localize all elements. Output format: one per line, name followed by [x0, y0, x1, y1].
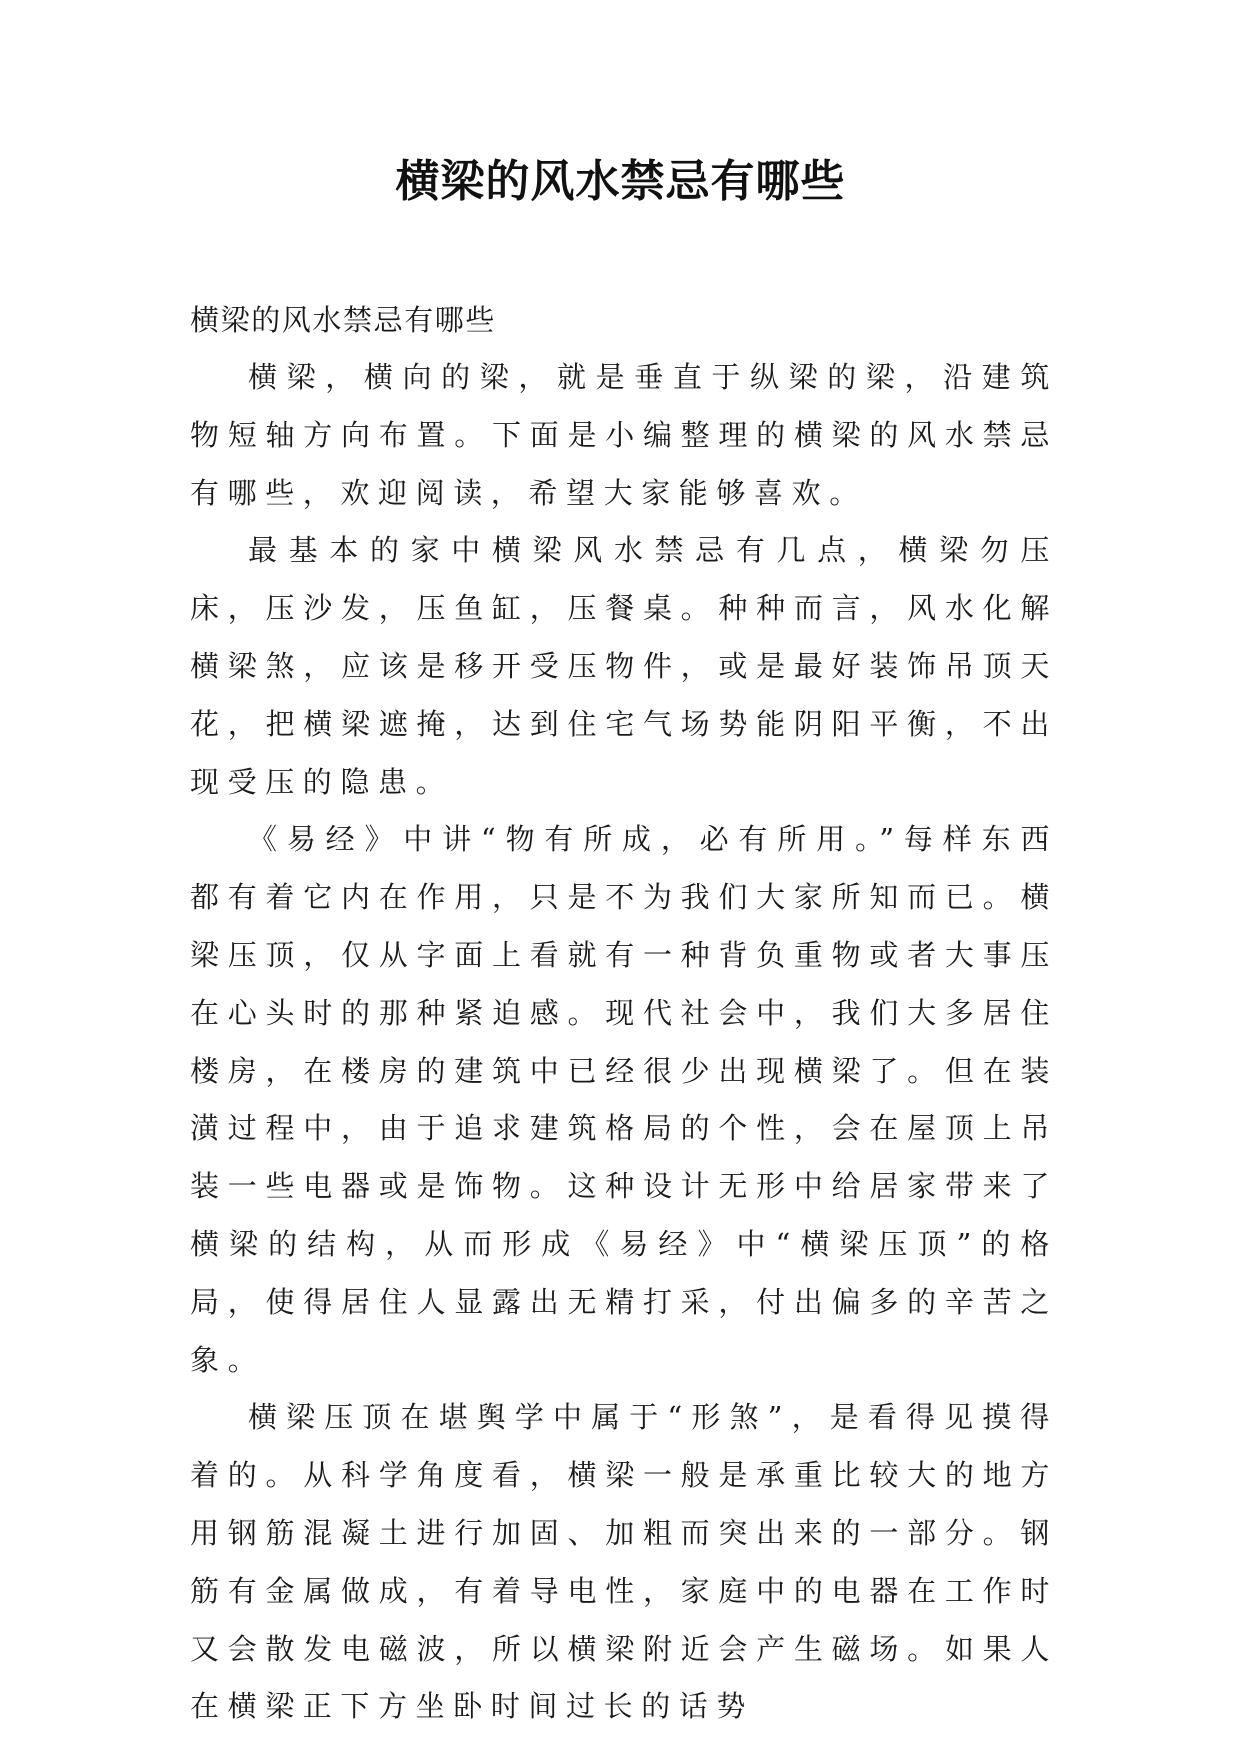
paragraph-1: 横梁，横向的梁，就是垂直于纵梁的梁，沿建筑物短轴方向布置。下面是小编整理的横梁的风水禁忌有哪些，欢迎阅读，希望大家能够喜欢。 — [190, 360, 1058, 510]
document-body — [190, 291, 1058, 1736]
paragraph-4: 横梁压顶在堪舆学中属于“形煞”，是看得见摸得着的。从科学角度看，横梁一般是承重比较大的地方用钢筋混凝土进行加固、加粗而突出来的一部分。钢筋有金属做成，有着导电性，家庭中的电器在工作时又会散发电磁波，所以横梁附近会产生磁场。如果人在横梁正下方坐卧时间过长的话势 — [190, 1400, 1058, 1724]
paragraph-2: 最基本的家中横梁风水禁忌有几点，横梁勿压床，压沙发，压鱼缸，压餐桌。种种而言，风水化解横梁煞，应该是移开受压物件，或是最好装饰吊顶天花，把横梁遮掩，达到住宅气场势能阴阳平衡，不出现受压的隐患。 — [190, 533, 1058, 799]
document-subtitle: 横梁的风水禁忌有哪些 — [190, 303, 497, 337]
document-title: 横梁的风水禁忌有哪些 — [395, 156, 846, 207]
paragraph-3: 《易经》中讲“物有所成，必有所用。”每样东西都有着它内在作用，只是不为我们大家所知而已。横梁压顶，仅从字面上看就有一种背负重物或者大事压在心头时的那种紧迫感。现代社会中，我们大多居住楼房，在楼房的建筑中已经很少出现横梁了。但在装潢过程中，由于追求建筑格局的个性，会在屋顶上吊装一些电器或是饰物。这种设计无形中给居家带来了横梁的结构，从而形成《易经》中“横梁压顶”的格局，使得居住人显露出无精打采，付出偏多的辛苦之象。 — [190, 822, 1058, 1377]
